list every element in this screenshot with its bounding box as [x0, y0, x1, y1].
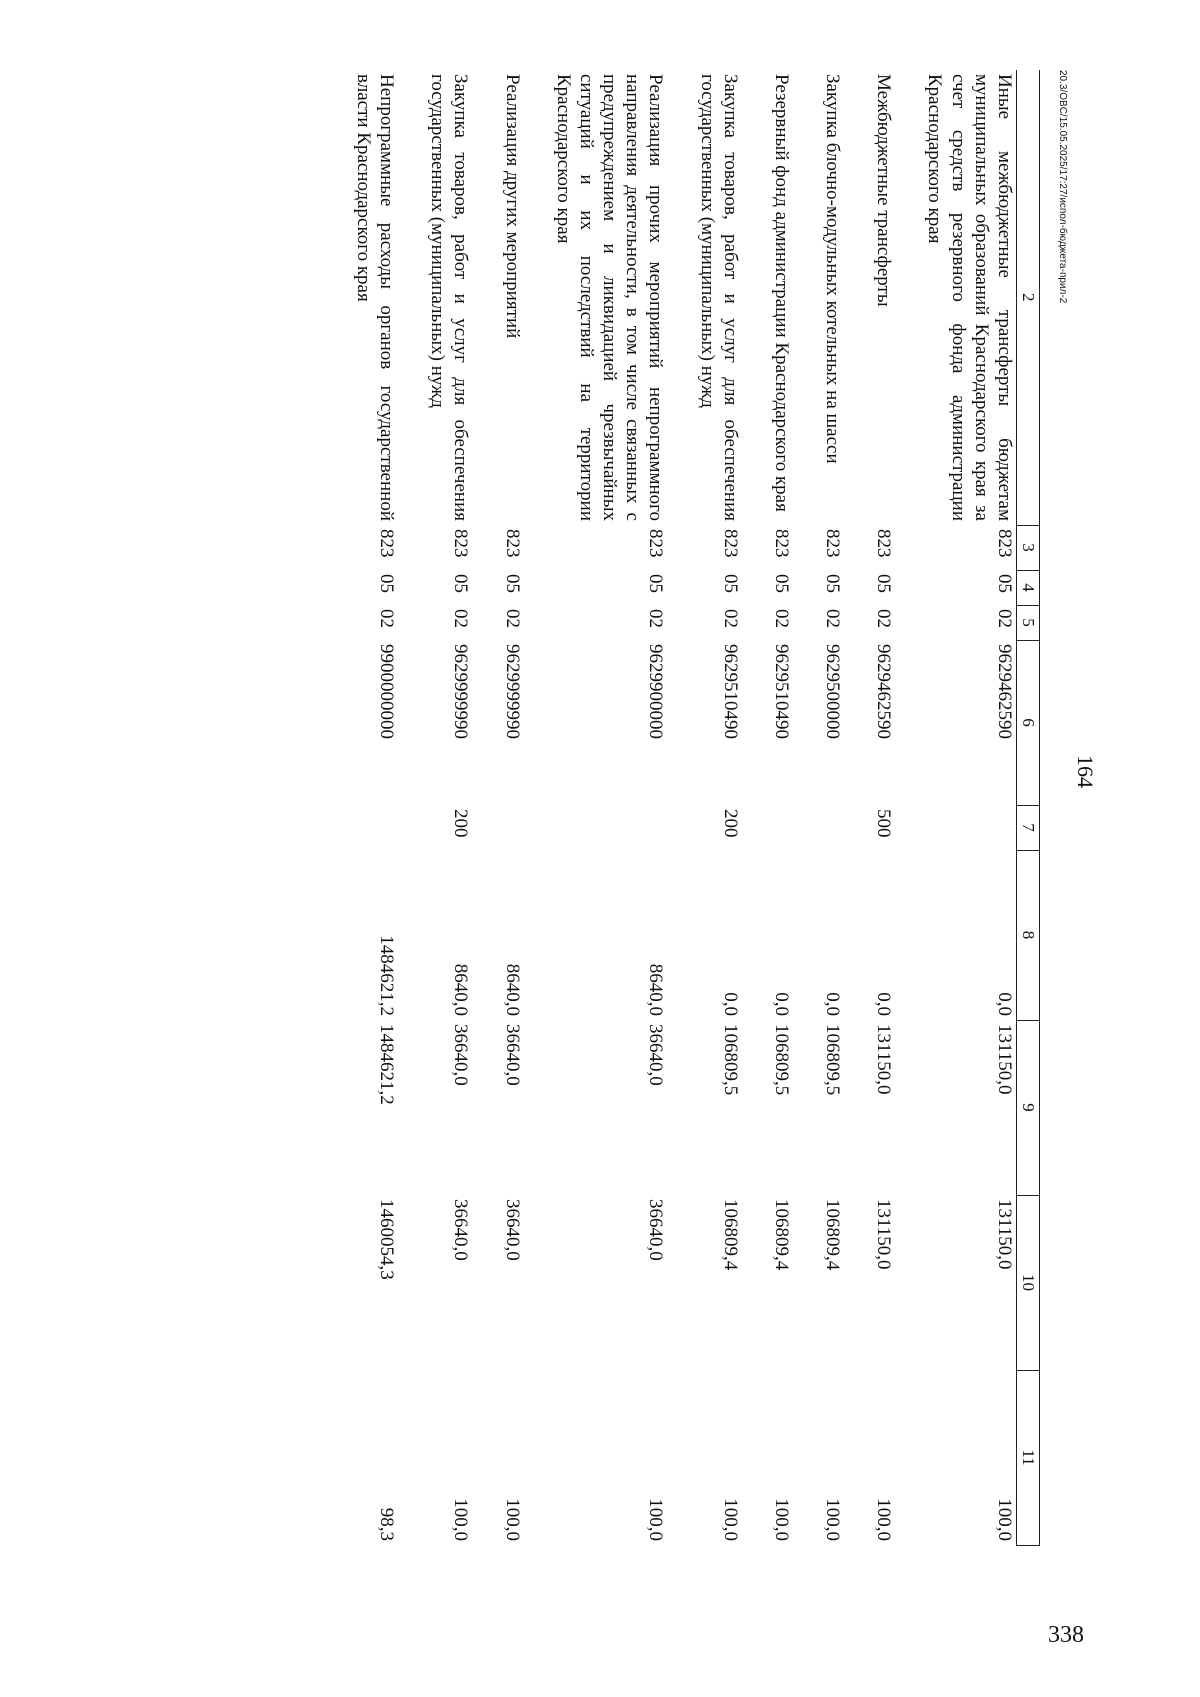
- page-number: 164: [1073, 755, 1098, 788]
- value-9-cell: 36640,0: [501, 1024, 523, 1086]
- value-9-cell: 131150,0: [994, 1024, 1015, 1095]
- code-4-cell: 05: [994, 574, 1015, 593]
- value-11-cell: 100,0: [770, 1498, 792, 1541]
- table-body: [324, 70, 1017, 1545]
- code-3-cell: 823: [770, 529, 792, 558]
- header-cell: 10: [1017, 1195, 1040, 1370]
- value-11-cell: 100,0: [822, 1498, 844, 1541]
- code-6-cell: 9629462590: [873, 644, 895, 739]
- code-4-cell: 05: [873, 574, 895, 593]
- value-8-cell: 0,0: [719, 992, 741, 1016]
- value-11-cell: 100,0: [645, 1498, 667, 1541]
- table-row: [398, 70, 472, 1545]
- value-9-cell: 36640,0: [645, 1024, 667, 1086]
- value-10-cell: 106809,4: [719, 1199, 741, 1271]
- code-3-cell: 823: [719, 529, 741, 558]
- value-8-cell: 8640,0: [645, 963, 667, 1016]
- table-row: [524, 70, 668, 1545]
- code-5-cell: 02: [994, 609, 1015, 628]
- table-row: [324, 70, 398, 1545]
- code-7-cell: 500: [873, 809, 895, 838]
- code-5-cell: 02: [376, 609, 398, 628]
- rotated-page-content: [160, 70, 1068, 1550]
- header-cell: 6: [1017, 640, 1040, 805]
- value-8-cell: 0,0: [770, 992, 792, 1016]
- header-cell: 5: [1017, 605, 1040, 640]
- value-8-cell: 8640,0: [501, 963, 523, 1016]
- code-5-cell: 02: [822, 609, 844, 628]
- value-9-cell: 106809,5: [719, 1024, 741, 1096]
- code-5-cell: 02: [645, 609, 667, 628]
- code-3-cell: 823: [645, 529, 667, 558]
- value-10-cell: 106809,4: [770, 1199, 792, 1271]
- code-5-cell: 02: [501, 609, 523, 628]
- code-6-cell: 9629500000: [822, 644, 844, 739]
- code-3-cell: 823: [873, 529, 895, 558]
- value-10-cell: 36640,0: [645, 1199, 667, 1261]
- code-4-cell: 05: [822, 574, 844, 593]
- value-11-cell: 100,0: [501, 1498, 523, 1541]
- row-name-cell: Закупка товаров, работ и услуг для обеспечения государственных (муниципальных) нужд: [696, 74, 741, 521]
- row-name-cell: Реализация других мероприятий: [501, 74, 523, 339]
- header-cell: 7: [1017, 805, 1040, 850]
- row-name-cell: Закупка товаров, работ и услуг для обеспечения государственных (муниципальных) нужд: [427, 74, 472, 521]
- row-name-cell: Межбюджетные трансферты: [873, 74, 895, 307]
- code-3-cell: 823: [501, 529, 523, 558]
- code-4-cell: 05: [719, 574, 741, 593]
- value-9-cell: 1484621,2: [376, 1024, 398, 1105]
- archive-page-number: 338: [1048, 1622, 1084, 1648]
- code-7-cell: [895, 805, 1016, 850]
- value-10-cell: 106809,4: [822, 1199, 844, 1271]
- code-3-cell: 823: [994, 529, 1015, 558]
- code-5-cell: 02: [719, 609, 741, 628]
- code-6-cell: 9629900000: [645, 644, 667, 739]
- header-cell: 9: [1017, 1020, 1040, 1195]
- table-row: [895, 70, 1016, 1545]
- row-name-cell: Реализация прочих мероприятий непрограммного направления деятельности, в том числе связанных с предупреждением и ликвидацией чрезвычайных ситуаций и их последствий на территории Краснодарского края: [552, 74, 667, 521]
- code-6-cell: 9629510490: [719, 644, 741, 739]
- code-6-cell: 9629999990: [450, 644, 472, 739]
- header-cell: 11: [1017, 1370, 1040, 1545]
- header-cell: 4: [1017, 570, 1040, 605]
- value-8-cell: 0,0: [994, 992, 1015, 1016]
- code-5-cell: 02: [873, 609, 895, 628]
- value-8-cell: 8640,0: [450, 963, 472, 1016]
- header-cell: 2: [1017, 70, 1040, 525]
- table-row: [844, 70, 895, 1545]
- value-10-cell: 36640,0: [450, 1199, 472, 1261]
- value-11-cell: 98,3: [376, 1507, 398, 1541]
- header-cell: 8: [1017, 850, 1040, 1020]
- table-row: [667, 70, 741, 1545]
- code-3-cell: 823: [822, 529, 844, 558]
- row-name-cell: Иные межбюджетные трансферты бюджетам муниципальных образований Краснодарского края за счет средств резервного фонда администрации Краснодарского края: [924, 74, 1015, 521]
- table-row: [793, 70, 844, 1545]
- header-cell: 3: [1017, 525, 1040, 570]
- table-row: [472, 70, 523, 1545]
- value-11-cell: 100,0: [994, 1498, 1015, 1541]
- code-5-cell: 02: [770, 609, 792, 628]
- budget-table: [324, 70, 1040, 1546]
- value-8-cell: 1484621,2: [376, 935, 398, 1016]
- table-header-row: [1017, 70, 1040, 1545]
- code-5-cell: 02: [450, 609, 472, 628]
- value-9-cell: 106809,5: [770, 1024, 792, 1096]
- value-10-cell: 131150,0: [994, 1199, 1015, 1270]
- code-4-cell: 05: [645, 574, 667, 593]
- table-row: [742, 70, 793, 1545]
- code-3-cell: 823: [450, 529, 472, 558]
- code-7-cell: 200: [450, 809, 472, 838]
- code-4-cell: 05: [450, 574, 472, 593]
- value-10-cell: 131150,0: [873, 1199, 895, 1270]
- row-name-cell: Непрограммные расходы органов государственной власти Краснодарского края: [352, 74, 398, 521]
- value-9-cell: 131150,0: [873, 1024, 895, 1095]
- code-7-cell: [524, 805, 668, 850]
- code-6-cell: 9900000000: [376, 644, 398, 739]
- value-10-cell: 36640,0: [501, 1199, 523, 1261]
- code-6-cell: 9629462590: [994, 644, 1015, 739]
- value-8-cell: 0,0: [822, 992, 844, 1016]
- code-7-cell: [742, 805, 793, 850]
- code-7-cell: [793, 805, 844, 850]
- code-4-cell: 05: [770, 574, 792, 593]
- code-4-cell: 05: [501, 574, 523, 593]
- value-11-cell: 100,0: [450, 1498, 472, 1541]
- code-7-cell: [324, 805, 398, 850]
- row-name-cell: Закупка блочно-модульных котельных на шасси: [822, 74, 844, 464]
- code-7-cell: [472, 805, 523, 850]
- value-10-cell: 1460054,3: [376, 1199, 398, 1280]
- code-6-cell: 9629510490: [770, 644, 792, 739]
- value-9-cell: 36640,0: [450, 1024, 472, 1086]
- value-11-cell: 100,0: [873, 1498, 895, 1541]
- code-7-cell: 200: [719, 809, 741, 838]
- code-6-cell: 9629999990: [501, 644, 523, 739]
- code-4-cell: 05: [376, 574, 398, 593]
- value-9-cell: 106809,5: [822, 1024, 844, 1096]
- row-name-cell: Резервный фонд администрации Краснодарского края: [770, 74, 792, 512]
- code-3-cell: 823: [376, 529, 398, 558]
- value-8-cell: 0,0: [873, 992, 895, 1016]
- document-code: 20.3/OBC/15.05.2025/17:27/испол-бюджета-прил-2: [1057, 70, 1068, 304]
- value-11-cell: 100,0: [719, 1498, 741, 1541]
